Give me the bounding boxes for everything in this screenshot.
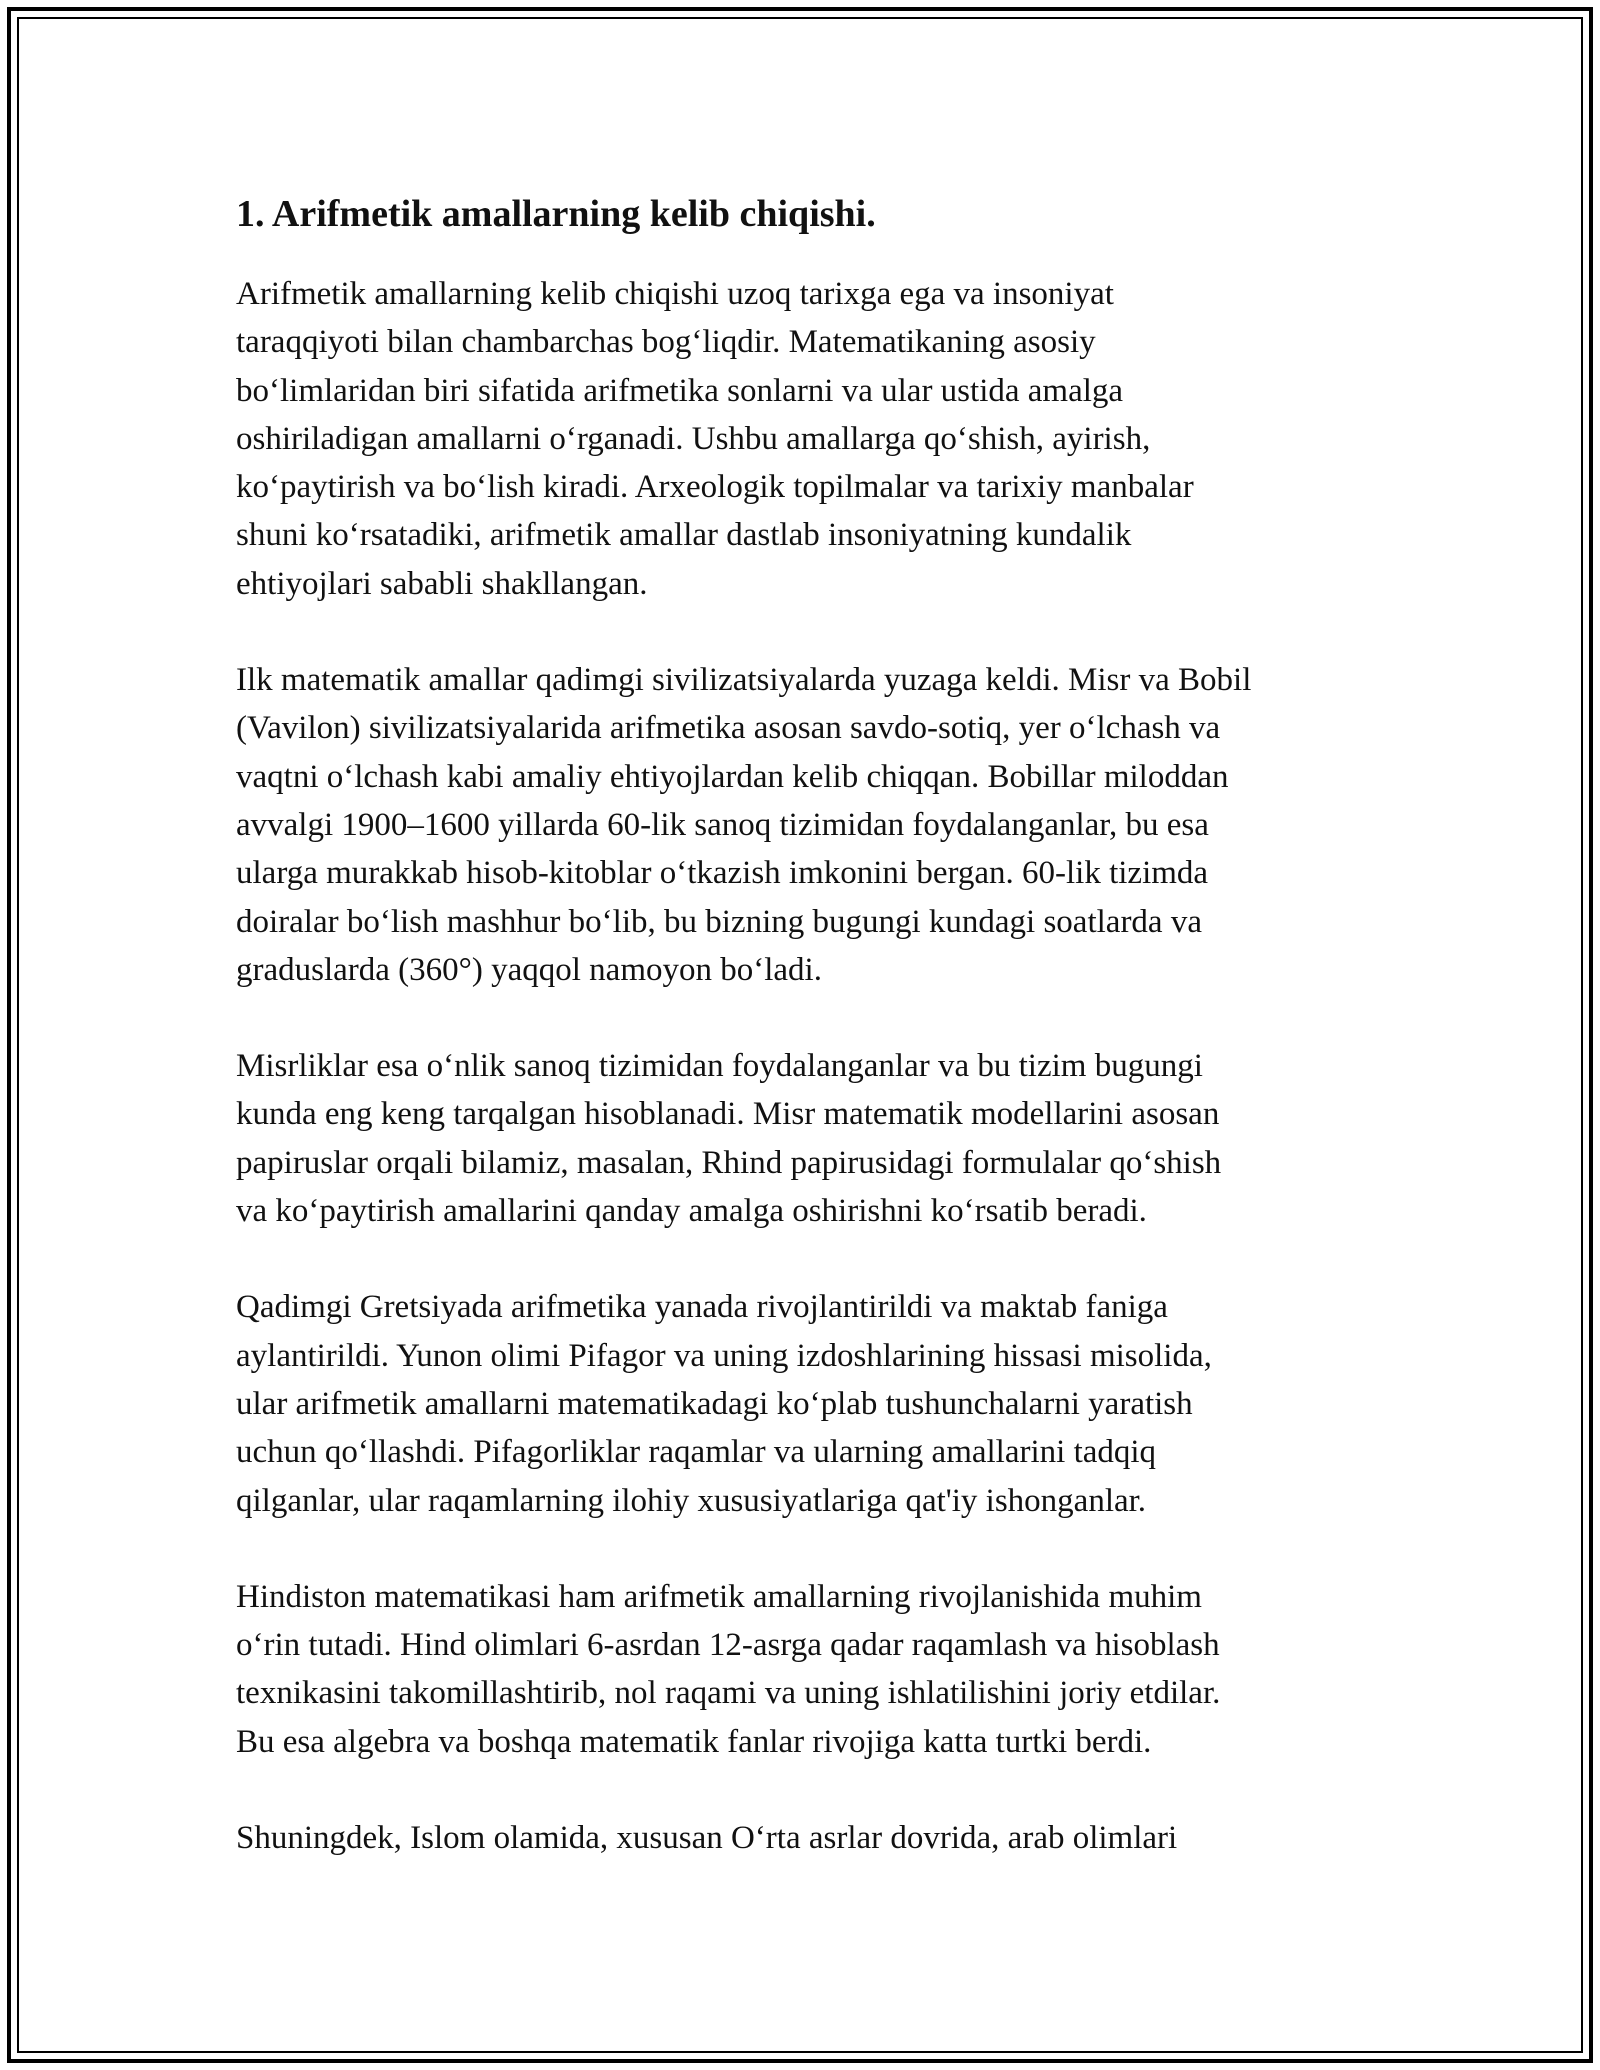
document-body <box>236 188 1376 1910</box>
text-line: texnikasini takomillashtirib, nol raqami va uning ishlatilishini joriy etdilar. <box>236 1675 1221 1712</box>
text-line: Shuningdek, Islom olamida, xususan O‘rta asrlar dovrida, arab olimlari <box>236 1820 1178 1857</box>
text-line: Ilk matematik amallar qadimgi sivilizatsiyalarda yuzaga keldi. Misr va Bobil <box>236 662 1252 699</box>
text-line: ehtiyojlari sababli shakllangan. <box>236 565 648 602</box>
text-line: avvalgi 1900–1600 yillarda 60-lik sanoq tizimidan foydalanganlar, bu esa <box>236 806 1209 843</box>
text-line: ko‘paytirish va bo‘lish kiradi. Arxeologik topilmalar va tarixiy manbalar <box>236 469 1194 506</box>
paragraph <box>236 1283 1376 1524</box>
paragraph <box>236 1573 1376 1766</box>
text-line: graduslarda (360°) yaqqol namoyon bo‘ladi. <box>236 951 822 988</box>
text-line: shuni ko‘rsatadiki, arifmetik amallar dastlab insoniyatning kundalik <box>236 517 1132 554</box>
text-line: papiruslar orqali bilamiz, masalan, Rhind papirusidagi formulalar qo‘shish <box>236 1144 1222 1181</box>
text-line: uchun qo‘llashdi. Pifagorliklar raqamlar va ularning amallarini tadqiq <box>236 1434 1157 1471</box>
text-line: doiralar bo‘lish mashhur bo‘lib, bu bizning bugungi kundagi soatlarda va <box>236 903 1202 940</box>
text-line: o‘rin tutadi. Hind olimlari 6-asrdan 12-asrga qadar raqamlash va hisoblash <box>236 1627 1220 1664</box>
paragraph <box>236 270 1376 608</box>
text-line: Arifmetik amallarning kelib chiqishi uzoq tarixga ega va insoniyat <box>236 276 1114 312</box>
paragraph <box>236 1814 1376 1862</box>
section-title: 1. Arifmetik amallarning kelib chiqishi. <box>236 193 876 235</box>
paragraph <box>236 1042 1376 1235</box>
text-line: taraqqiyoti bilan chambarchas bog‘liqdir. Matematikaning asosiy <box>236 324 1096 361</box>
text-line: va ko‘paytirish amallarini qanday amalga oshirishni ko‘rsatib beradi. <box>236 1193 1147 1230</box>
text-line: Qadimgi Gretsiyada arifmetika yanada rivojlantirildi va maktab faniga <box>236 1289 1168 1326</box>
text-line: aylantirildi. Yunon olimi Pifagor va uning izdoshlarining hissasi misolida, <box>236 1337 1212 1374</box>
text-line: bo‘limlaridan biri sifatida arifmetika sonlarni va ular ustida amalga <box>236 372 1124 409</box>
text-line: Misrliklar esa o‘nlik sanoq tizimidan foydalanganlar va bu tizim bugungi <box>236 1048 1203 1085</box>
text-line: vaqtni o‘lchash kabi amaliy ehtiyojlardan kelib chiqqan. Bobillar miloddan <box>236 758 1229 795</box>
text-line: oshiriladigan amallarni o‘rganadi. Ushbu amallarga qo‘shish, ayirish, <box>236 420 1151 457</box>
paragraph <box>236 656 1376 994</box>
text-line: ularga murakkab hisob-kitoblar o‘tkazish imkonini bergan. 60-lik tizimda <box>236 855 1209 892</box>
paragraph-list <box>236 270 1376 1862</box>
text-line: kunda eng keng tarqalgan hisoblanadi. Misr matematik modellarini asosan <box>236 1096 1220 1133</box>
text-line: qilganlar, ular raqamlarning ilohiy xususiyatlariga qat'iy ishonganlar. <box>236 1482 1147 1519</box>
text-line: (Vavilon) sivilizatsiyalarida arifmetika asosan savdo-sotiq, yer o‘lchash va <box>236 710 1221 747</box>
text-line: ular arifmetik amallarni matematikadagi ko‘plab tushunchalarni yaratish <box>236 1385 1193 1422</box>
text-line: Bu esa algebra va boshqa matematik fanlar rivojiga katta turtki berdi. <box>236 1723 1152 1760</box>
text-line: Hindiston matematikasi ham arifmetik amallarning rivojlanishida muhim <box>236 1578 1202 1615</box>
